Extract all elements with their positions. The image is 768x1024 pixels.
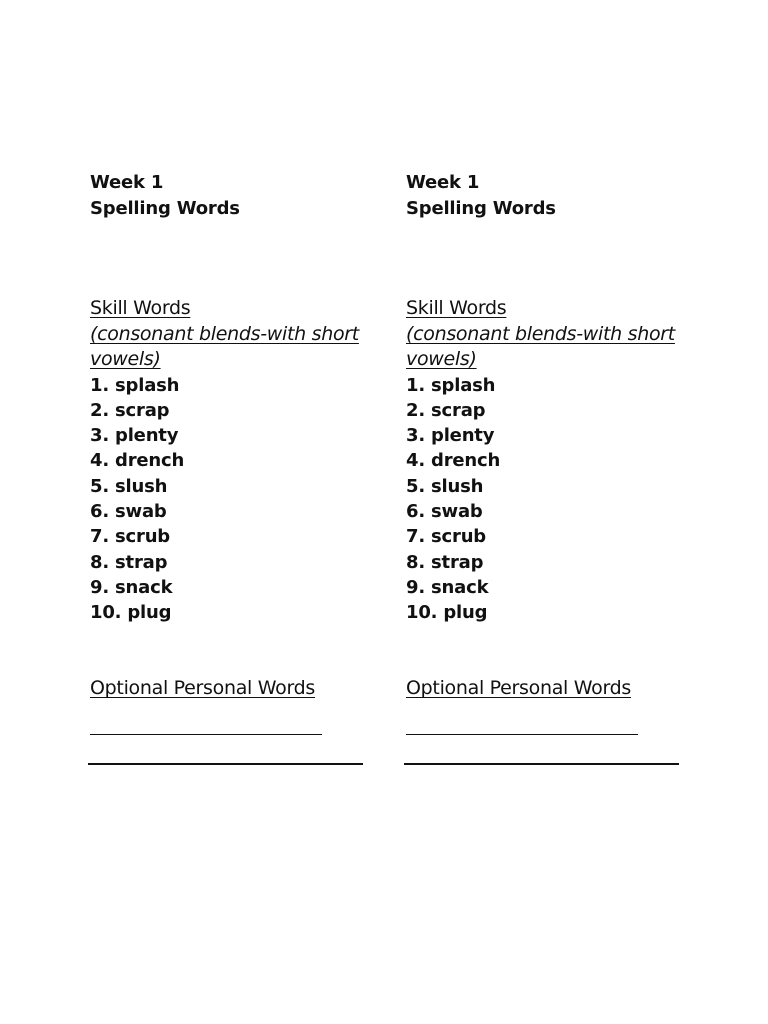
list-item: 10. plug (90, 602, 172, 624)
list-item: 2. scrap (406, 399, 486, 421)
list-item: 7. scrub (90, 526, 170, 548)
list-item: 7. scrub (406, 526, 486, 548)
list-item: 8. strap (90, 551, 168, 573)
spelling-list-right (406, 170, 696, 765)
list-item: 6. swab (90, 500, 167, 522)
write-in-line (88, 763, 363, 765)
word-list (406, 373, 696, 626)
list-title: Spelling Words (406, 198, 556, 219)
skill-words-subtitle: (consonant blends-with short vowels) (406, 322, 675, 370)
list-item: 9. snack (90, 576, 173, 598)
list-item: 1. splash (406, 374, 496, 396)
optional-words-heading: Optional Personal Words (90, 677, 316, 700)
list-item: 1. splash (90, 374, 180, 396)
list-item: 5. slush (90, 475, 168, 497)
list-item: 4. drench (406, 450, 501, 472)
spelling-list-left (90, 170, 380, 765)
list-title: Spelling Words (90, 198, 240, 219)
skill-words-subtitle: (consonant blends-with short vowels) (90, 322, 359, 370)
list-item: 4. drench (90, 450, 185, 472)
list-item: 8. strap (406, 551, 484, 573)
list-item: 6. swab (406, 500, 483, 522)
skill-words-heading: Skill Words (90, 297, 191, 319)
list-item: 2. scrap (90, 399, 170, 421)
skill-words-heading: Skill Words (406, 297, 507, 319)
week-label: Week 1 (90, 172, 164, 193)
list-item: 5. slush (406, 475, 484, 497)
skill-section (90, 296, 380, 625)
write-in-line (404, 763, 679, 765)
week-label: Week 1 (406, 172, 480, 193)
write-in-line (406, 734, 638, 735)
skill-section (406, 296, 696, 625)
list-item: 10. plug (406, 602, 488, 624)
list-item: 9. snack (406, 576, 489, 598)
write-in-line (90, 734, 322, 735)
word-list (90, 373, 380, 626)
list-item: 3. plenty (90, 425, 179, 447)
list-item: 3. plenty (406, 425, 495, 447)
optional-words-heading: Optional Personal Words (406, 677, 632, 700)
